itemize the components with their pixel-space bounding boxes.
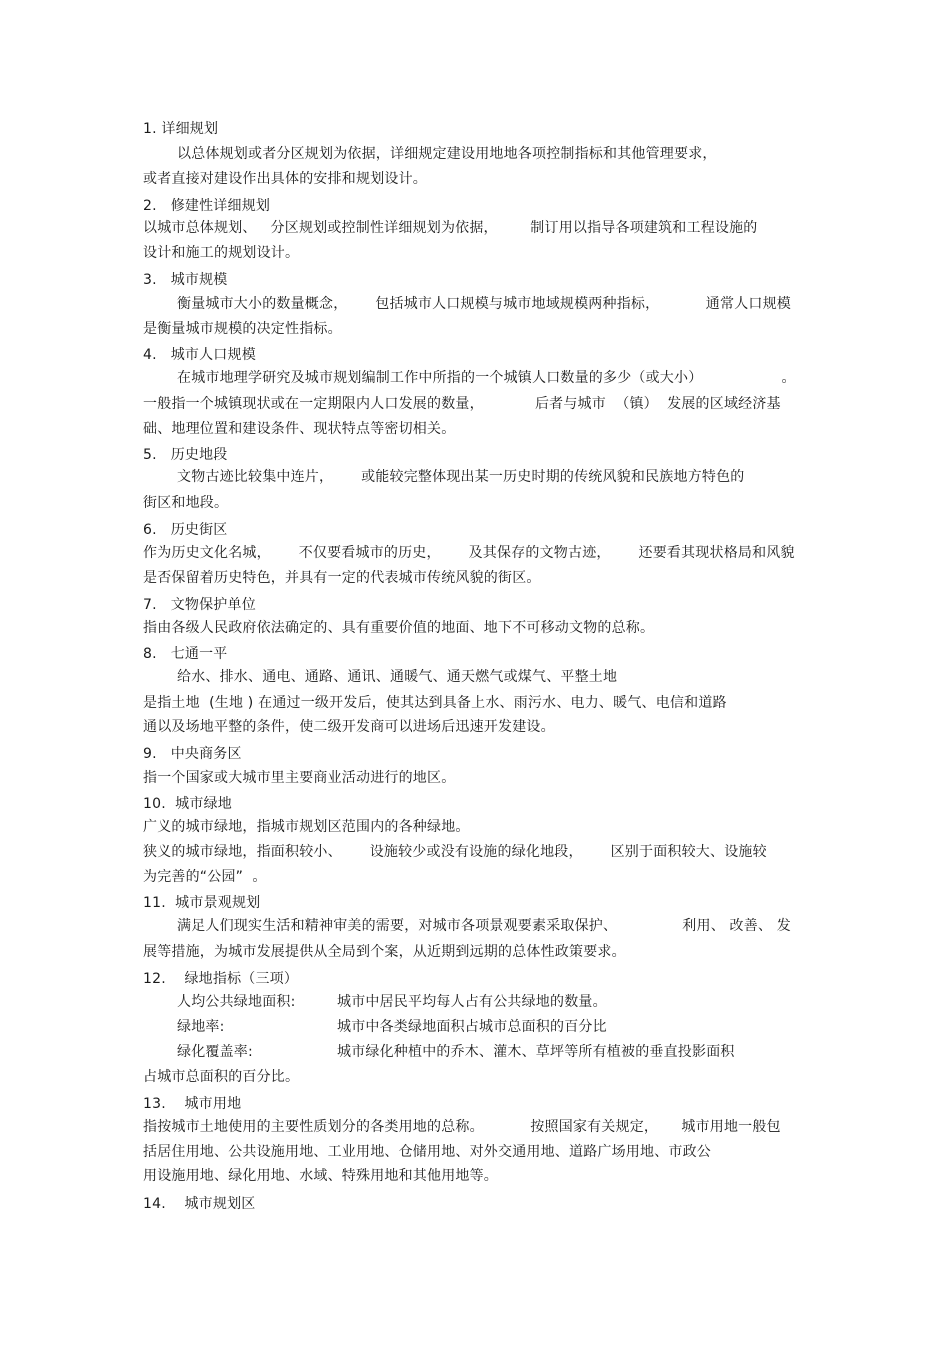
term-heading-1: 1. 详细规划 — [143, 121, 219, 137]
term-heading-7: 7. 文物保护单位 — [143, 597, 256, 613]
term-definition-line: 是否保留着历史特色，并具有一定的代表城市传统风貌的街区。 — [143, 570, 541, 586]
term-definition-line: 给水、排水、通电、通路、通讯、通暖气、通天燃气或煤气、平整土地 — [177, 669, 618, 685]
term-definition-line: 一般指一个城镇现状或在一定期限内人口发展的数量， 后者与城市 （镇） 发展的区域经济基 — [143, 396, 781, 412]
term-heading-10: 10. 城市绿地 — [143, 796, 232, 812]
indicator-definition: 城市中各类绿地面积占城市总面积的百分比 — [337, 1019, 607, 1035]
term-definition-line: 街区和地段。 — [143, 495, 229, 511]
term-heading-3: 3. 城市规模 — [143, 272, 228, 288]
term-definition-line: 文物古迹比较集中连片， 或能较完整体现出某一历史时期的传统风貌和民族地方特色的 — [177, 469, 745, 485]
term-definition-line: 指一个国家或大城市里主要商业活动进行的地区。 — [143, 770, 456, 786]
term-heading-9: 9. 中央商务区 — [143, 746, 242, 762]
term-definition-line: 或者直接对建设作出具体的安排和规划设计。 — [143, 171, 427, 187]
term-heading-4: 4. 城市人口规模 — [143, 347, 256, 363]
indicator-definition: 城市中居民平均每人占有公共绿地的数量。 — [337, 994, 607, 1010]
indicator-definition: 城市绿化种植中的乔木、灌木、草坪等所有植被的垂直投影面积 — [337, 1044, 735, 1060]
term-definition-line: 作为历史文化名城， 不仅要看城市的历史， 及其保存的文物古迹， 还要看其现状格局和风貌 — [143, 545, 795, 561]
indicator-name: 绿地率: — [177, 1019, 225, 1035]
term-heading-2: 2. 修建性详细规划 — [143, 198, 271, 214]
term-definition-line: 在城市地理学研究及城市规划编制工作中所指的一个城镇人口数量的多少（或大小） 。 — [177, 370, 796, 386]
term-heading-11: 11. 城市景观规划 — [143, 895, 261, 911]
term-definition-line: 展等措施，为城市发展提供从全局到个案，从近期到远期的总体性政策要求。 — [143, 944, 626, 960]
term-definition-line: 础、地理位置和建设条件、现状特点等密切相关。 — [143, 421, 456, 437]
term-definition-line: 广义的城市绿地，指城市规划区范围内的各种绿地。 — [143, 819, 470, 835]
term-definition-line: 是指土地 (生地 ) 在通过一级开发后，使其达到具备上水、雨污水、电力、暖气、电信和道路 — [143, 695, 727, 711]
term-definition-line: 占城市总面积的百分比。 — [143, 1069, 300, 1085]
term-definition-line: 以总体规划或者分区规划为依据，详细规定建设用地地各项控制指标和其他管理要求， — [177, 146, 717, 162]
term-heading-6: 6. 历史街区 — [143, 522, 228, 538]
term-definition-line: 用设施用地、绿化用地、水域、特殊用地和其他用地等。 — [143, 1168, 498, 1184]
term-heading-12: 12. 绿地指标（三项） — [143, 971, 299, 987]
term-definition-line: 为完善的“公园” 。 — [143, 869, 267, 885]
term-definition-line: 衡量城市大小的数量概念， 包括城市人口规模与城市地域规模两种指标， 通常人口规模 — [177, 296, 792, 312]
term-definition-line: 指按城市土地使用的主要性质划分的各类用地的总称。 按照国家有关规定， 城市用地一般包 — [143, 1119, 781, 1135]
term-definition-line: 通以及场地平整的条件，使二级开发商可以进场后迅速开发建设。 — [143, 719, 555, 735]
term-heading-5: 5. 历史地段 — [143, 447, 228, 463]
term-definition-line: 括居住用地、公共设施用地、工业用地、仓储用地、对外交通用地、道路广场用地、市政公 — [143, 1144, 711, 1160]
indicator-name: 人均公共绿地面积: — [177, 994, 296, 1010]
term-definition-line: 设计和施工的规划设计。 — [143, 245, 300, 261]
term-heading-8: 8. 七通一平 — [143, 646, 228, 662]
term-definition-line: 狭义的城市绿地，指面积较小、 设施较少或没有设施的绿化地段， 区别于面积较大、设施较 — [143, 844, 767, 860]
term-definition-line: 指由各级人民政府依法确定的、具有重要价值的地面、地下不可移动文物的总称。 — [143, 620, 655, 636]
term-heading-13: 13. 城市用地 — [143, 1096, 242, 1112]
indicator-name: 绿化覆盖率: — [177, 1044, 253, 1060]
term-definition-line: 满足人们现实生活和精神审美的需要，对城市各项景观要素采取保护、 利用、 改善、 发 — [177, 918, 792, 934]
term-heading-14: 14. 城市规划区 — [143, 1196, 256, 1212]
term-definition-line: 是衡量城市规模的决定性指标。 — [143, 321, 342, 337]
term-definition-line: 以城市总体规划、 分区规划或控制性详细规划为依据， 制订用以指导各项建筑和工程设施的 — [143, 220, 758, 236]
